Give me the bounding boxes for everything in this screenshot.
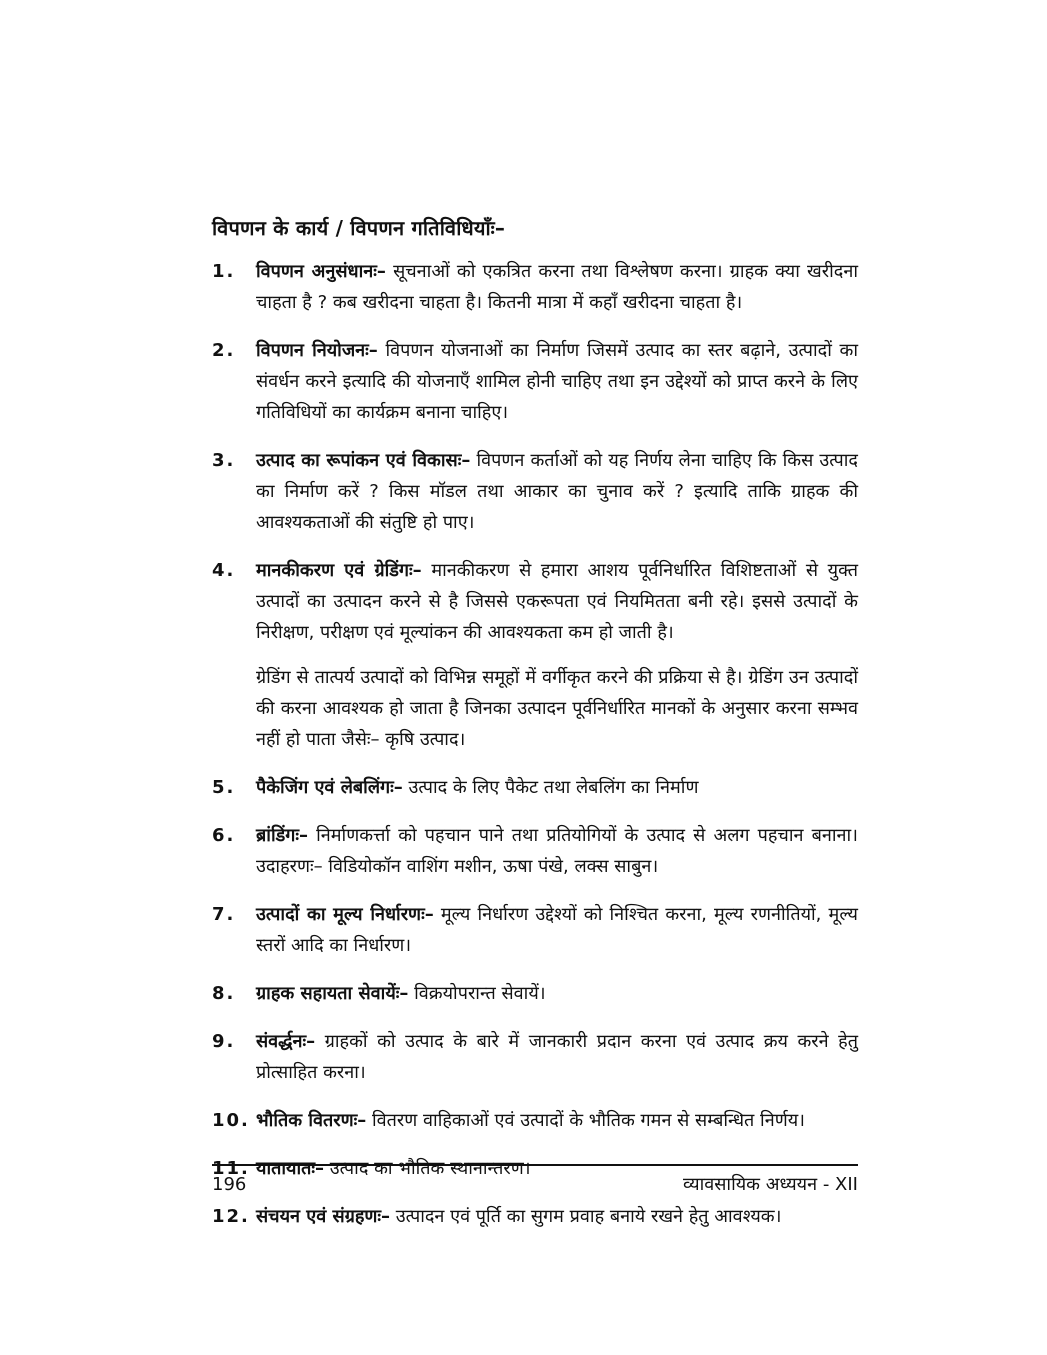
- item-term: संचयन एवं संग्रहणः–: [256, 1206, 391, 1227]
- item-number: 4.: [212, 560, 236, 581]
- list-item: [212, 335, 858, 428]
- page-number: 196: [212, 1174, 247, 1195]
- item-text: सूचनाओं को एकत्रित करना तथा विश्लेषण करना। ग्राहक क्या खरीदना चाहता है ? कब खरीदना चाहता है। कितनी मात्रा में कहाँ खरीदना चाहता है।: [256, 261, 859, 313]
- list-item: [212, 978, 858, 1009]
- item-number: 1.: [212, 261, 236, 282]
- item-text: मानकीकरण से हमारा आशय पूर्वनिर्धारित विशिष्टताओं से युक्त उत्पादों का उत्पादन करने से है जिससे एकरूपता एवं नियमितता बनी रहे। इससे उत्पादों के निरीक्षण, परीक्षण एवं मूल्यांकन की आवश्यकता कम हो जाती है।: [256, 560, 859, 643]
- item-number: 9.: [212, 1031, 236, 1052]
- item-text: वितरण वाहिकाओं एवं उत्पादों के भौतिक गमन से सम्बन्धित निर्णय।: [366, 1110, 805, 1131]
- item-term: संवर्द्धनः–: [256, 1031, 316, 1052]
- item-body: [256, 256, 858, 318]
- list-item: [212, 1105, 858, 1136]
- item-number: 10.: [212, 1110, 250, 1131]
- item-text: निर्माणकर्त्ता को पहचान पाने तथा प्रतियोगियों के उत्पाद से अलग पहचान बनाना। उदाहरणः– विडियोकॉन वाशिंग मशीन, ऊषा पंखे, लक्स साबुन।: [256, 825, 858, 877]
- list-item: [212, 820, 858, 882]
- item-text: उत्पाद के लिए पैकेट तथा लेबलिंग का निर्माण: [402, 777, 699, 798]
- item-number: 3.: [212, 450, 236, 471]
- item-number: 12.: [212, 1206, 250, 1227]
- item-term: उत्पादों का मूल्य निर्धारणः–: [256, 904, 434, 925]
- item-number: 7.: [212, 904, 236, 925]
- item-number: 5.: [212, 777, 236, 798]
- item-number: 2.: [212, 340, 236, 361]
- item-text: उत्पाद का भौतिक स्थानान्तरण।: [324, 1158, 531, 1179]
- list-item: [212, 1026, 858, 1088]
- item-extra-paragraph: ग्रेडिंग से तात्पर्य उत्पादों को विभिन्न समूहों में वर्गीकृत करने की प्रक्रिया से है। ग्रेडिंग उन उत्पादों की करना आवश्यक हो जाता है जिनका उत्पादन पूर्वनिर्धारित मानकों के अनुसार करना सम्भव नहीं हो पाता जैसेः– कृषि उत्पाद।: [256, 667, 858, 750]
- item-term: विपणन अनुसंधानः–: [256, 261, 386, 282]
- item-body: [256, 1201, 858, 1232]
- item-term: यातायातः–: [256, 1158, 325, 1179]
- item-body: [256, 1026, 858, 1088]
- list-item: [212, 1201, 858, 1232]
- item-number: 6.: [212, 825, 236, 846]
- item-text: विपणन कर्ताओं को यह निर्णय लेना चाहिए कि किस उत्पाद का निर्माण करें ? किस मॉडल तथा आकार का चुनाव करें ? इत्यादि ताकि ग्राहक की आवश्यकताओं की संतुष्टि हो पाए।: [256, 450, 858, 533]
- marketing-functions-list: [212, 256, 858, 1249]
- item-text: मूल्य निर्धारण उद्देश्यों को निश्चित करना, मूल्य रणनीतियों, मूल्य स्तरों आदि का निर्धारण।: [256, 904, 858, 956]
- list-item: [212, 555, 858, 755]
- item-body: [256, 899, 858, 961]
- item-term: उत्पाद का रूपांकन एवं विकासः–: [256, 450, 471, 471]
- item-term: मानकीकरण एवं ग्रेडिंगः–: [256, 560, 422, 581]
- item-body: [256, 1105, 858, 1136]
- footer-rule: [212, 1164, 858, 1166]
- section-heading: विपणन के कार्य / विपणन गतिविधियाँः–: [212, 216, 506, 240]
- item-number: 11.: [212, 1158, 250, 1179]
- item-paragraph: [256, 555, 858, 648]
- item-text: विपणन योजनाओं का निर्माण जिसमें उत्पाद का स्तर बढ़ाने, उत्पादों का संवर्धन करने इत्यादि की योजनाएँ शामिल होनी चाहिए तथा इन उद्देश्यों को प्राप्त करने के लिए गतिविधियों का कार्यक्रम बनाना चाहिए।: [256, 340, 858, 423]
- item-body: [256, 978, 858, 1009]
- item-body: [256, 820, 858, 882]
- item-term: ब्रांडिंगः–: [256, 825, 309, 846]
- list-item: [212, 256, 858, 318]
- book-title: व्यावसायिक अध्ययन - XII: [682, 1174, 858, 1195]
- item-text: ग्राहकों को उत्पाद के बारे में जानकारी प्रदान करना एवं उत्पाद क्रय करने हेतु प्रोत्साहित करना।: [256, 1031, 858, 1083]
- item-text: विक्रयोपरान्त सेवायें।: [408, 983, 546, 1004]
- item-body: [256, 772, 858, 803]
- item-body: [256, 555, 858, 755]
- item-term: पैकेजिंग एवं लेबलिंगः–: [256, 777, 403, 798]
- item-body: [256, 335, 858, 428]
- item-number: 8.: [212, 983, 236, 1004]
- item-body: [256, 445, 858, 538]
- item-text: उत्पादन एवं पूर्ति का सुगम प्रवाह बनाये रखने हेतु आवश्यक।: [390, 1206, 782, 1227]
- item-term: ग्राहक सहायता सेवायेंः–: [256, 983, 409, 1004]
- list-item: [212, 445, 858, 538]
- item-term: विपणन नियोजनः–: [256, 340, 378, 361]
- item-term: भौतिक वितरणः–: [256, 1110, 367, 1131]
- list-item: [212, 899, 858, 961]
- list-item: [212, 772, 858, 803]
